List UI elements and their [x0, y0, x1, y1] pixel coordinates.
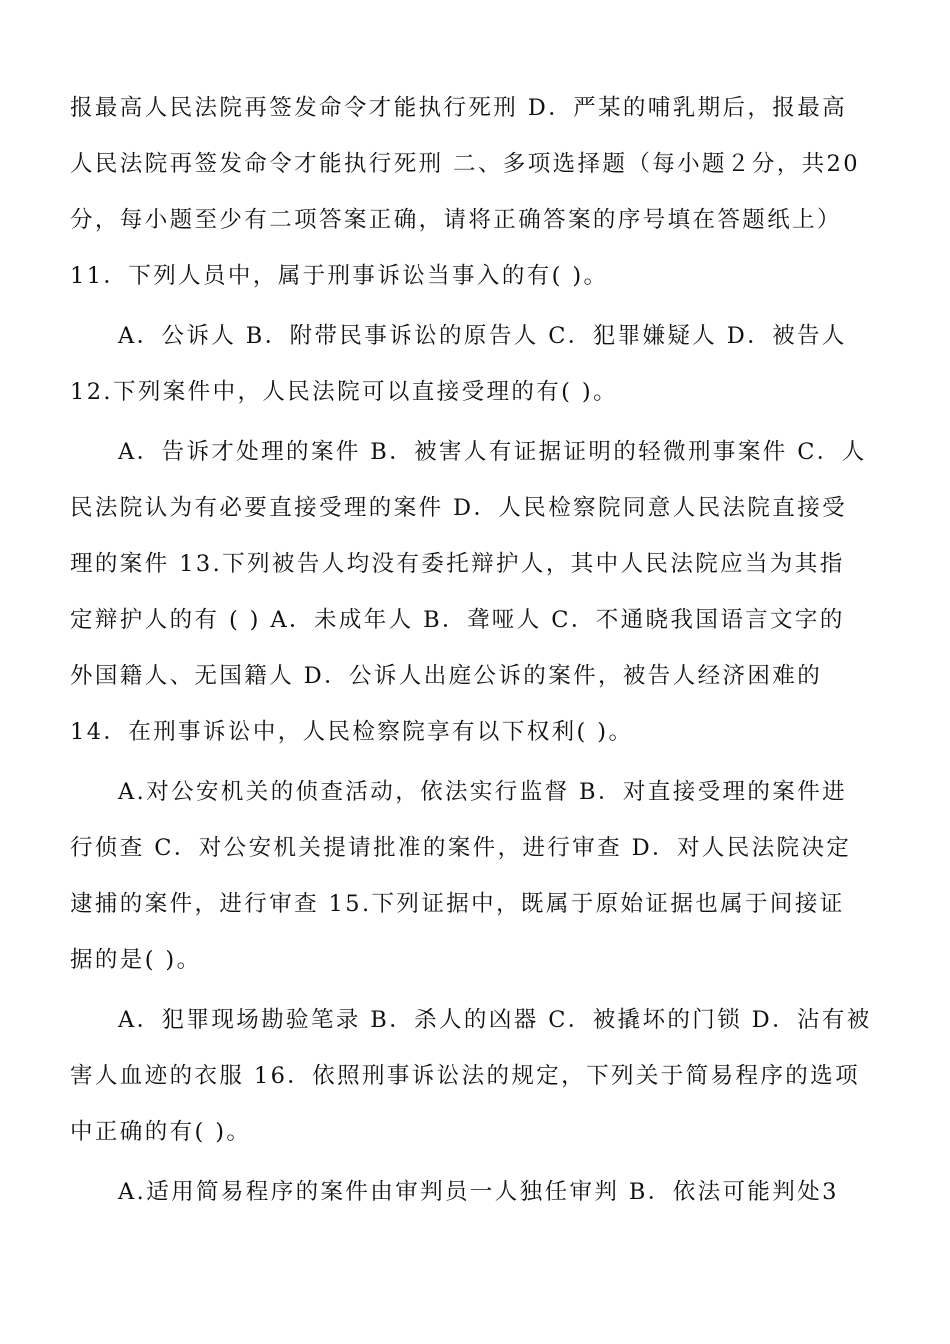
- text-line: 人民法院再签发命令才能执行死刑 二、多项选择题（每小题２分，共20: [70, 151, 860, 177]
- text-line: 外国籍人、无国籍人 D．公诉人出庭公诉的案件，被告人经济困难的: [70, 663, 823, 689]
- document-body: [70, 91, 882, 1209]
- question-stem-12: 12.下列案件中，人民法院可以直接受理的有( )。: [70, 379, 618, 405]
- question-stem-14: 14．在刑事诉讼中，人民检察院享有以下权利( )。: [70, 719, 634, 745]
- text-line: 害人血迹的衣服 16．依照刑事诉讼法的规定，下列关于简易程序的选项: [70, 1063, 860, 1089]
- text-line: 分，每小题至少有二项答案正确，请将正确答案的序号填在答题纸上）: [70, 207, 842, 233]
- text-line: 报最高人民法院再签发命令才能执行死刑 D．严某的哺乳期后，报最高: [70, 95, 847, 121]
- question-options-12: A．告诉才处理的案件 B．被害人有证据证明的轻微刑事案件 C．人: [118, 439, 867, 465]
- text-line: 中正确的有( )。: [70, 1119, 252, 1145]
- question-options-16: A.适用简易程序的案件由审判员一人独任审判 B．依法可能判处3: [118, 1179, 839, 1205]
- text-line: 民法院认为有必要直接受理的案件 D．人民检察院同意人民法院直接受: [70, 495, 847, 521]
- question-stem-11: 11．下列人员中，属于刑事诉讼当事入的有( )。: [70, 263, 609, 289]
- text-line: 理的案件 13.下列被告人均没有委托辩护人，其中人民法院应当为其指: [70, 551, 845, 577]
- question-options-15: A．犯罪现场勘验笔录 B．杀人的凶器 C．被撬坏的门锁 D．沾有被: [118, 1007, 872, 1033]
- text-line: 定辩护人的有 ( ) A．未成年人 B．聋哑人 C．不通晓我国语言文字的: [70, 607, 845, 633]
- question-options-11: A．公诉人 B．附带民事诉讼的原告人 C．犯罪嫌疑人 D．被告人: [118, 323, 847, 349]
- text-line: 据的是( )。: [70, 947, 202, 973]
- question-options-14: A.对公安机关的侦查活动，依法实行监督 B．对直接受理的案件进: [118, 779, 847, 805]
- text-line: 逮捕的案件，进行审查 15.下列证据中，既属于原始证据也属于间接证: [70, 891, 845, 917]
- text-line: 行侦查 C．对公安机关提请批准的案件，进行审查 D．对人民法院决定: [70, 835, 852, 861]
